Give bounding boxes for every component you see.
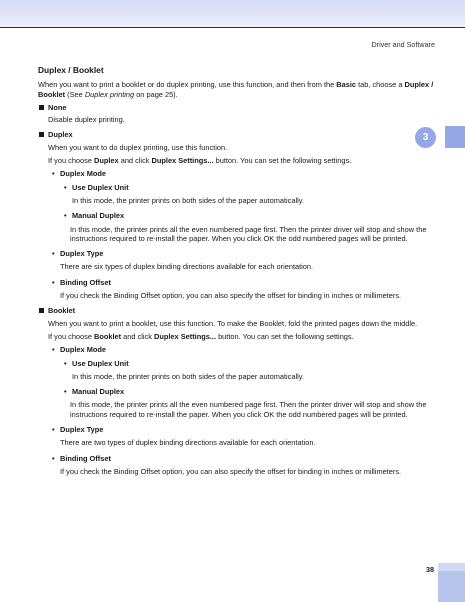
header-rule: [0, 27, 465, 28]
intro-basic-tab: Basic: [336, 80, 357, 90]
booklet-use-unit-desc: In this mode, the printer prints on both sides of the paper automatically.: [72, 371, 304, 381]
duplex-desc: When you want to do duplex printing, use this function.: [48, 142, 228, 152]
booklet-type-desc: There are two types of duplex binding directions available for each orientation.: [60, 438, 316, 448]
square-bullet-icon: [39, 308, 44, 313]
duplex-use-unit-item: [38, 183, 436, 192]
duplex-type-desc: There are six types of duplex binding directions available for each orientation.: [60, 262, 314, 272]
duplex-type-item: [38, 249, 436, 258]
bullet-icon: •: [64, 182, 67, 192]
booklet-use-unit-item: [38, 359, 436, 368]
duplex-manual-label: Manual Duplex: [72, 211, 125, 221]
booklet-mode-item: [38, 345, 436, 354]
intro-paragraph: [38, 80, 436, 99]
duplex-manual-item: [38, 211, 436, 220]
duplex-choose-text: If you choose: [48, 156, 95, 166]
bullet-icon: •: [64, 358, 67, 368]
booklet-manual-item: [38, 387, 436, 396]
option-none-label: None: [48, 102, 67, 112]
booklet-offset-item: [38, 454, 436, 463]
duplex-offset-item: [38, 278, 436, 287]
intro-text: (See: [65, 89, 85, 99]
booklet-desc: When you want to print a booklet, use this function. To make the Booklet, fold the printed pages down the middle.: [48, 318, 418, 328]
duplex-mode-item: [38, 169, 436, 178]
chapter-tab: [445, 126, 465, 148]
booklet-type-item: [38, 425, 436, 434]
intro-text: on page 25).: [134, 89, 178, 99]
option-duplex-label: Duplex: [48, 130, 73, 140]
duplex-choose-text: and click: [118, 156, 152, 166]
page-number: 38: [426, 565, 434, 574]
booklet-offset-label: Binding Offset: [60, 453, 111, 463]
header-band: [0, 0, 465, 27]
duplex-offset-label: Binding Offset: [60, 277, 111, 287]
intro-duplex-booklet: Duplex / Booklet: [38, 80, 434, 99]
duplex-manual-desc: In this mode, the printer prints all the even numbered page first. Then the printer driver will stop and show the instructions required to re-install the paper. When you click OK the odd numbered pages will be printed.: [70, 224, 427, 243]
bullet-icon: •: [52, 345, 55, 355]
intro-text: When you want to print a booklet or do duplex printing, use this function, and then from the: [38, 80, 337, 90]
section-heading: Duplex / Booklet: [38, 65, 104, 75]
bullet-icon: •: [52, 453, 55, 463]
option-duplex: [38, 130, 436, 139]
booklet-choose: [38, 332, 436, 341]
duplex-choose: [38, 156, 436, 165]
square-bullet-icon: [39, 132, 44, 137]
duplex-mode-label: Duplex Mode: [60, 169, 106, 179]
bullet-icon: •: [64, 211, 67, 221]
page-content: [38, 66, 436, 476]
square-bullet-icon: [39, 105, 44, 110]
running-header: Driver and Software: [371, 40, 435, 49]
duplex-use-unit-label: Use Duplex Unit: [72, 182, 129, 192]
footer-tab-highlight: [438, 563, 465, 571]
duplex-choose-text: button. You can set the following settings.: [213, 156, 352, 166]
option-booklet: [38, 306, 436, 315]
bullet-icon: •: [64, 387, 67, 397]
duplex-offset-desc: If you check the Binding Offset option, you can also specify the offset for binding in inches or millimeters.: [60, 291, 402, 301]
booklet-choose-settings: Duplex Settings...: [154, 331, 217, 341]
bullet-icon: •: [52, 249, 55, 259]
duplex-use-unit-desc: In this mode, the printer prints on both sides of the paper automatically.: [72, 195, 304, 205]
bullet-icon: •: [52, 277, 55, 287]
bullet-icon: •: [52, 425, 55, 435]
booklet-type-label: Duplex Type: [60, 425, 104, 435]
booklet-use-unit-label: Use Duplex Unit: [72, 358, 129, 368]
intro-cross-reference: Duplex printing: [84, 89, 135, 99]
duplex-type-label: Duplex Type: [60, 249, 104, 259]
booklet-manual-desc: In this mode, the printer prints all the even numbered page first. Then the printer driver will stop and show the instructions required to re-install the paper. When you click OK the odd numbered pages will be printed.: [70, 400, 427, 419]
duplex-choose-duplex: Duplex: [94, 156, 119, 166]
option-none-desc: Disable duplex printing.: [48, 115, 125, 125]
booklet-choose-booklet: Booklet: [94, 331, 122, 341]
chapter-number: 3: [415, 127, 436, 148]
booklet-mode-label: Duplex Mode: [60, 345, 106, 355]
booklet-choose-text: and click: [121, 331, 154, 341]
duplex-choose-settings: Duplex Settings...: [151, 156, 214, 166]
booklet-choose-text: If you choose: [48, 331, 95, 341]
option-booklet-label: Booklet: [48, 306, 76, 316]
booklet-offset-desc: If you check the Binding Offset option, you can also specify the offset for binding in inches or millimeters.: [60, 466, 402, 476]
booklet-manual-label: Manual Duplex: [72, 387, 125, 397]
booklet-choose-text: button. You can set the following settings.: [216, 331, 354, 341]
option-none: [38, 103, 436, 112]
bullet-icon: •: [52, 169, 55, 179]
intro-text: tab, choose a: [356, 80, 405, 90]
